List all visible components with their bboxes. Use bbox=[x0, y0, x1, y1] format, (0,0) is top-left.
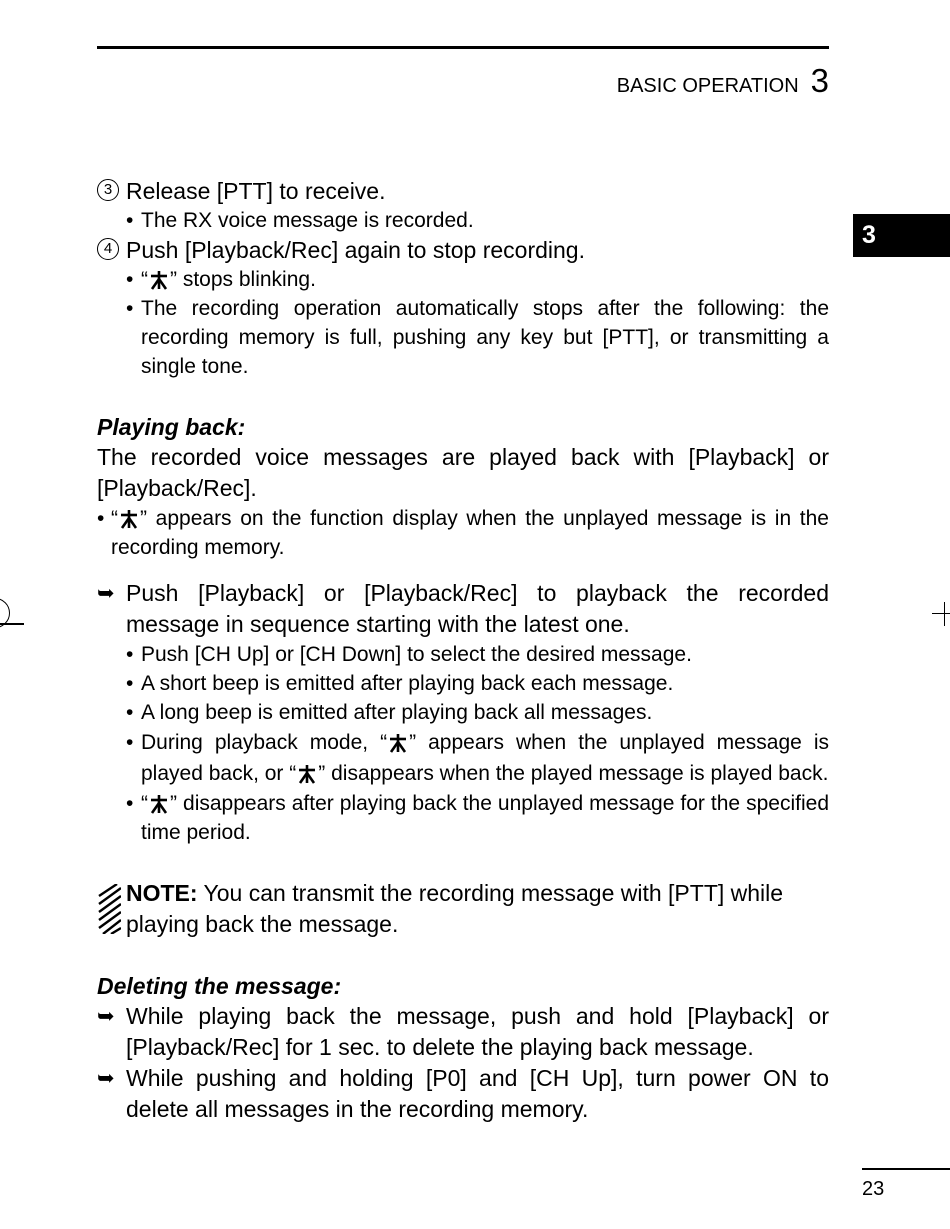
bullet-select-message: • Push [CH Up] or [CH Down] to select the desired message. bbox=[97, 640, 829, 669]
heading-playing-back: Playing back: bbox=[97, 414, 246, 440]
note-hatch-icon bbox=[97, 884, 121, 934]
step-3: 3 Release [PTT] to receive. bbox=[97, 176, 829, 206]
top-rule bbox=[97, 46, 829, 49]
asterisk-icon bbox=[387, 732, 409, 754]
bullet-rx-recorded: • The RX voice message is recorded. bbox=[97, 206, 829, 235]
action-delete-all: ➥ While pushing and holding [P0] and [CH Up], turn power ON to delete all messages in the recording memory. bbox=[97, 1065, 829, 1122]
section-title: BASIC OPERATION bbox=[616, 75, 799, 97]
heading-deleting: Deleting the message: bbox=[97, 973, 342, 999]
bullet-disappears-after: • “ ” disappears after playing back the unplayed message for the specified time period. bbox=[97, 789, 829, 847]
bullet-stops-blinking: • “ ” stops blinking. bbox=[97, 265, 829, 294]
arrow-right-icon: ➥ bbox=[97, 1067, 115, 1090]
bullet-long-beep: • A long beep is emitted after playing back all messages. bbox=[97, 698, 829, 727]
action-delete-playing: ➥ While playing back the message, push and hold [Playback] or [Playback/Rec] for 1 sec. to delete the playing back message. bbox=[97, 1003, 829, 1060]
asterisk-icon bbox=[148, 793, 170, 815]
bullet-auto-stop: • The recording operation automatically stops after the following: the recording memory is full, pushing any key but [PTT], or transmitting a single tone. bbox=[97, 294, 829, 381]
asterisk-icon bbox=[118, 508, 140, 530]
step-number: 3 bbox=[97, 179, 119, 201]
asterisk-icon bbox=[296, 763, 318, 785]
section-number: 3 bbox=[810, 62, 829, 99]
bullet-playback-mode: • During playback mode, “ ” appears when the unplayed message is played back, or “ ” disappears when the played message is played back. bbox=[97, 727, 829, 789]
playing-back-intro: The recorded voice messages are played back with [Playback] or [Playback/Rec]. bbox=[97, 444, 829, 501]
arrow-right-icon: ➥ bbox=[97, 582, 115, 605]
step-number: 4 bbox=[97, 238, 119, 260]
page-number: 23 bbox=[862, 1178, 885, 1200]
page-content bbox=[97, 176, 829, 1125]
registration-mark-left bbox=[0, 600, 24, 625]
note-label: NOTE: bbox=[126, 880, 198, 906]
note-block: NOTE: You can transmit the recording message with [PTT] while playing back the message. bbox=[97, 878, 829, 940]
chapter-tab: 3 bbox=[853, 214, 950, 257]
bottom-rule bbox=[862, 1168, 950, 1170]
asterisk-icon bbox=[148, 269, 170, 291]
registration-mark-right bbox=[926, 600, 950, 624]
action-playback: ➥ Push [Playback] or [Playback/Rec] to playback the recorded message in sequence starting with the latest one. bbox=[97, 580, 829, 637]
bullet-appears-on-display: • “ ” appears on the function display when the unplayed message is in the recording memory. bbox=[97, 504, 829, 562]
section-header bbox=[617, 62, 829, 100]
arrow-right-icon: ➥ bbox=[97, 1005, 115, 1028]
bullet-short-beep: • A short beep is emitted after playing back each message. bbox=[97, 669, 829, 698]
step-4: 4 Push [Playback/Rec] again to stop recording. bbox=[97, 235, 829, 265]
